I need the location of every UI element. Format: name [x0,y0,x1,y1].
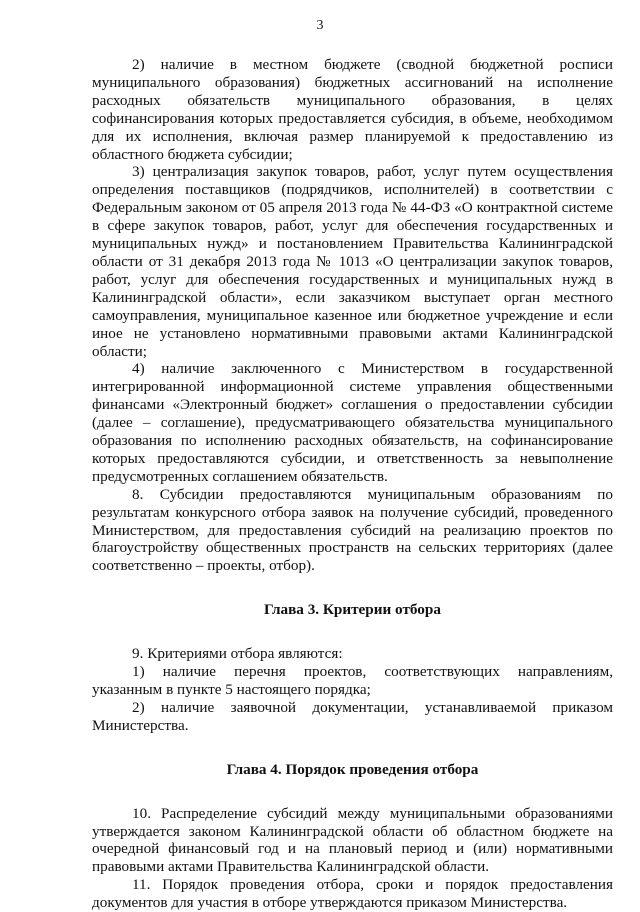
paragraph-clause-8: 8. Субсидии предоставляются муниципальным образованиям по результатам конкурсного отбора заявок на получение субсидий, проведенного Министерством, для предоставления субсидий на реализацию проектов по благоустройству общественных пространств на сельских территориях (далее соответственно – проекты, отбор). [92,485,613,575]
paragraph-clause-9: 9. Критериями отбора являются: [132,645,343,663]
chapter-3-heading: Глава 3. Критерии отбора [264,601,441,619]
spacer [92,735,613,761]
paragraph-criterion-1: 1) наличие перечня проектов, соответствующих направлениям, указанным в пункте 5 настоящего порядка; [92,663,613,698]
spacer [92,575,613,601]
spacer [92,619,613,645]
paragraph-item-3: 3) централизация закупок товаров, работ, услуг путем осуществления определения поставщиков (подрядчиков, исполнителей) в соответствии с Федеральным законом от 05 апреля 2013 года № 44-ФЗ «О контрактной системе в сфере закупок товаров, работ, услуг для обеспечения государственных и муниципальных нужд» и постановлением Правительства Калининградской области от 31 декабря 2013 года № 1013 «О централизации закупок товаров, работ, услуг для обеспечения государственных и муниципальных нужд в Калининградской области», если заказчиком выступает орган местного самоуправления, муниципальное казенное или бюджетное учреждение и если иное не установлено нормативными правовыми актами Калининградской области; [92,163,613,360]
chapter-4-heading: Глава 4. Порядок проведения отбора [226,760,479,778]
paragraph-clause-10: 10. Распределение субсидий между муниципальными образованиями утверждается законом Калининградской области об областном бюджете на очередной финансовый год и на плановый период и (или) нормативными правовыми актами Правительства Калининградской области. [92,804,613,876]
page-number: 3 [316,18,324,33]
paragraph-item-2: 2) наличие в местном бюджете (сводной бюджетной росписи муниципального образования) бюджетных ассигнований на исполнение расходных обязательств муниципального образования, в целях софинансирования которых предоставляется субсидия, в объеме, необходимом для их исполнения, включая размер планируемой к предоставлению из областного бюджета субсидии; [92,56,613,163]
document-body [92,56,613,912]
paragraph-item-4: 4) наличие заключенного с Министерством в государственной интегрированной информационной системе управления общественными финансами «Электронный бюджет» соглашения о предоставлении субсидии (далее – соглашение), предусматривающего обязательства муниципального образования по исполнению расходных обязательств, на софинансирование которых предоставляются субсидии, и ответственность за невыполнение предусмотренных соглашением обязательств. [92,360,613,485]
paragraph-clause-11: 11. Порядок проведения отбора, сроки и порядок предоставления документов для участия в отборе утверждаются приказом Министерства. [92,876,613,912]
spacer [92,779,613,805]
paragraph-criterion-2: 2) наличие заявочной документации, устанавливаемой приказом Министерства. [92,698,613,734]
